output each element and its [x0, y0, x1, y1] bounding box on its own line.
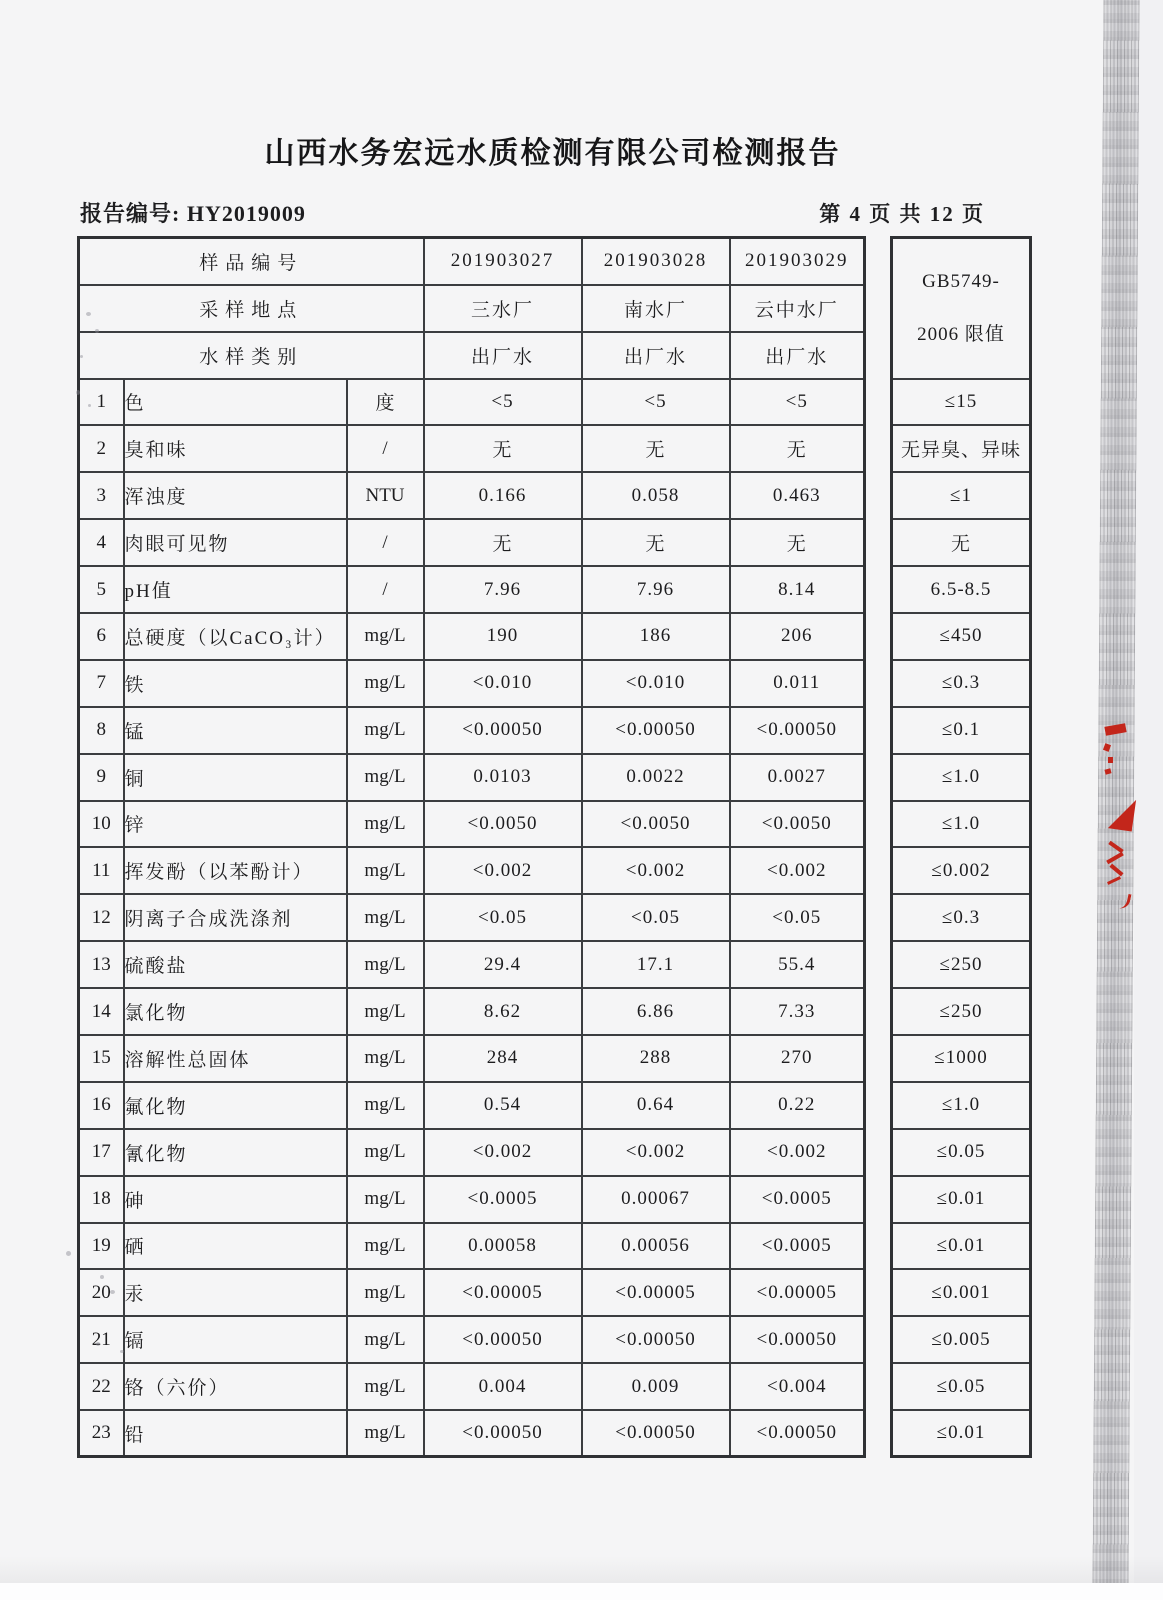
row-number: 20	[79, 1269, 124, 1316]
limit-row	[892, 425, 1031, 472]
limit-value: ≤0.1	[892, 707, 1031, 754]
result-value: <0.010	[424, 660, 582, 707]
scan-bottom-shadow	[0, 1556, 1163, 1583]
limit-row	[892, 1035, 1031, 1082]
parameter-name: 溶解性总固体	[124, 1035, 347, 1082]
result-value: <0.00050	[730, 1410, 865, 1457]
table-row	[79, 660, 865, 707]
parameter-name: 浑浊度	[124, 472, 347, 519]
result-value: 288	[582, 1035, 730, 1082]
result-value: 206	[730, 613, 865, 660]
parameter-name: 锰	[124, 707, 347, 754]
row-number: 16	[79, 1082, 124, 1129]
result-value: 190	[424, 613, 582, 660]
result-value: 0.0027	[730, 754, 865, 801]
table-row	[79, 1129, 865, 1176]
limit-row	[892, 1316, 1031, 1363]
result-value: <0.00050	[424, 707, 582, 754]
paper-speck	[96, 1342, 100, 1346]
parameter-unit: NTU	[347, 472, 424, 519]
parameter-unit: mg/L	[347, 707, 424, 754]
limit-value: ≤0.001	[892, 1269, 1031, 1316]
row-number: 14	[79, 988, 124, 1035]
limit-value: 无异臭、异味	[892, 425, 1031, 472]
limits-standard-line1: GB5749-	[922, 270, 1000, 292]
result-value: 无	[424, 425, 582, 472]
row-number: 17	[79, 1129, 124, 1176]
limit-value: ≤1000	[892, 1035, 1031, 1082]
sampling-site-1: 三水厂	[424, 285, 582, 332]
scan-page-edge-band	[1092, 0, 1139, 1585]
limit-value: ≤0.01	[892, 1410, 1031, 1457]
parameter-unit: 度	[347, 379, 424, 426]
table-row	[79, 707, 865, 754]
page-indicator: 第 4 页 共 12 页	[819, 202, 985, 226]
header-row-sample-id	[79, 238, 865, 285]
parameter-name: 氯化物	[124, 988, 347, 1035]
row-number: 12	[79, 894, 124, 941]
limit-value: ≤250	[892, 941, 1031, 988]
result-value: 无	[424, 519, 582, 566]
result-value: 8.62	[424, 988, 582, 1035]
sampling-site-3: 云中水厂	[730, 285, 865, 332]
result-value: 0.058	[582, 472, 730, 519]
parameter-name: 阴离子合成洗涤剂	[124, 894, 347, 941]
limit-value: ≤1	[892, 472, 1031, 519]
limit-value: 6.5-8.5	[892, 566, 1031, 613]
limit-row	[892, 1082, 1031, 1129]
limit-value: ≤0.01	[892, 1223, 1031, 1270]
limit-value: ≤1.0	[892, 754, 1031, 801]
table-row	[79, 1316, 865, 1363]
table-row	[79, 941, 865, 988]
limits-standard-label	[892, 238, 1031, 379]
row-number: 15	[79, 1035, 124, 1082]
result-value: 0.009	[582, 1363, 730, 1410]
result-value: 0.0103	[424, 754, 582, 801]
result-value: 0.004	[424, 1363, 582, 1410]
sample-id-2: 201903028	[582, 238, 730, 285]
row-number: 4	[79, 519, 124, 566]
parameter-unit: mg/L	[347, 1035, 424, 1082]
limit-row	[892, 847, 1031, 894]
parameter-unit: mg/L	[347, 1082, 424, 1129]
row-number: 3	[79, 472, 124, 519]
limit-value: ≤15	[892, 379, 1031, 426]
sample-type-label: 水样类别	[79, 332, 424, 379]
table-row	[79, 519, 865, 566]
parameter-unit: mg/L	[347, 801, 424, 848]
limit-value: ≤250	[892, 988, 1031, 1035]
table-row	[79, 1269, 865, 1316]
result-value: 7.96	[582, 566, 730, 613]
limit-row	[892, 472, 1031, 519]
row-number: 2	[79, 425, 124, 472]
row-number: 22	[79, 1363, 124, 1410]
result-value: <0.00005	[730, 1269, 865, 1316]
row-number: 23	[79, 1410, 124, 1457]
results-table	[77, 236, 866, 1458]
row-number: 8	[79, 707, 124, 754]
table-row	[79, 801, 865, 848]
limit-row	[892, 1363, 1031, 1410]
parameter-name: 铬（六价）	[124, 1363, 347, 1410]
limit-row	[892, 660, 1031, 707]
result-value: 0.0022	[582, 754, 730, 801]
result-value: <0.00050	[582, 707, 730, 754]
result-value: 0.00056	[582, 1223, 730, 1270]
paper-speck	[100, 1275, 104, 1279]
row-number: 11	[79, 847, 124, 894]
row-number: 10	[79, 801, 124, 848]
parameter-name: 氟化物	[124, 1082, 347, 1129]
limit-value: ≤0.002	[892, 847, 1031, 894]
parameter-unit: mg/L	[347, 754, 424, 801]
limit-value: ≤0.05	[892, 1363, 1031, 1410]
result-value: <0.00050	[424, 1316, 582, 1363]
parameter-unit: /	[347, 425, 424, 472]
result-value: 55.4	[730, 941, 865, 988]
parameter-name: 铜	[124, 754, 347, 801]
limit-row	[892, 801, 1031, 848]
row-number: 21	[79, 1316, 124, 1363]
result-value: <0.0050	[424, 801, 582, 848]
parameter-unit: /	[347, 566, 424, 613]
result-value: 0.166	[424, 472, 582, 519]
result-value: <0.05	[424, 894, 582, 941]
result-value: <0.00050	[730, 1316, 865, 1363]
result-value: 186	[582, 613, 730, 660]
parameter-unit: mg/L	[347, 988, 424, 1035]
result-value: <0.002	[424, 847, 582, 894]
result-value: <0.05	[582, 894, 730, 941]
limit-value: ≤0.3	[892, 894, 1031, 941]
result-value: <5	[582, 379, 730, 426]
parameter-unit: mg/L	[347, 847, 424, 894]
parameter-name: 硒	[124, 1223, 347, 1270]
limit-row	[892, 754, 1031, 801]
result-value: 无	[582, 519, 730, 566]
parameter-unit: mg/L	[347, 1316, 424, 1363]
sample-type-1: 出厂水	[424, 332, 582, 379]
result-value: 0.00058	[424, 1223, 582, 1270]
paper-speck	[88, 404, 91, 407]
parameter-name: 镉	[124, 1316, 347, 1363]
result-value: <0.0005	[730, 1223, 865, 1270]
parameter-unit: mg/L	[347, 660, 424, 707]
result-value: 6.86	[582, 988, 730, 1035]
paper-speck	[80, 355, 83, 358]
parameter-unit: mg/L	[347, 1129, 424, 1176]
paper-speck	[120, 1350, 124, 1353]
result-value: <0.0050	[582, 801, 730, 848]
scan-right-margin	[1134, 0, 1163, 1585]
parameter-name: 汞	[124, 1269, 347, 1316]
parameter-unit: mg/L	[347, 894, 424, 941]
parameter-unit: mg/L	[347, 613, 424, 660]
limit-value: ≤450	[892, 613, 1031, 660]
header-row-sample-type	[79, 332, 865, 379]
parameter-name: 挥发酚（以苯酚计）	[124, 847, 347, 894]
result-value: <0.05	[730, 894, 865, 941]
result-value: <5	[730, 379, 865, 426]
result-value: <0.002	[730, 847, 865, 894]
limit-row	[892, 894, 1031, 941]
result-value: 270	[730, 1035, 865, 1082]
row-number: 19	[79, 1223, 124, 1270]
stamp-fragment	[1108, 757, 1113, 763]
report-meta	[80, 196, 985, 228]
limit-value: ≤0.01	[892, 1176, 1031, 1223]
scan-bottom-strip	[0, 1583, 1163, 1600]
parameter-name: pH值	[124, 566, 347, 613]
table-row	[79, 754, 865, 801]
row-number: 6	[79, 613, 124, 660]
result-value: 284	[424, 1035, 582, 1082]
limits-standard-line2: 2006 限值	[917, 323, 1005, 345]
sampling-site-2: 南水厂	[582, 285, 730, 332]
result-value: <0.00005	[582, 1269, 730, 1316]
limit-row	[892, 1129, 1031, 1176]
result-value: <0.00050	[582, 1316, 730, 1363]
result-value: <0.0005	[424, 1176, 582, 1223]
limit-value: ≤0.05	[892, 1129, 1031, 1176]
result-value: <0.002	[582, 847, 730, 894]
result-value: 无	[582, 425, 730, 472]
limit-row	[892, 1223, 1031, 1270]
limits-table-header	[892, 238, 1031, 379]
limit-row	[892, 613, 1031, 660]
result-value: <0.0005	[730, 1176, 865, 1223]
table-row	[79, 894, 865, 941]
table-row	[79, 379, 865, 426]
paper-speck	[110, 1290, 115, 1294]
sample-id-label: 样品编号	[79, 238, 424, 285]
limit-row	[892, 988, 1031, 1035]
result-value: 0.22	[730, 1082, 865, 1129]
result-value: <0.002	[730, 1129, 865, 1176]
header-row-sampling-site	[79, 285, 865, 332]
result-value: 7.96	[424, 566, 582, 613]
parameter-name: 氰化物	[124, 1129, 347, 1176]
row-number: 5	[79, 566, 124, 613]
limit-row	[892, 707, 1031, 754]
result-value: 0.011	[730, 660, 865, 707]
limit-value: 无	[892, 519, 1031, 566]
table-row	[79, 988, 865, 1035]
parameter-name: 锌	[124, 801, 347, 848]
limit-value: ≤1.0	[892, 1082, 1031, 1129]
limit-row	[892, 519, 1031, 566]
parameter-unit: mg/L	[347, 1223, 424, 1270]
limit-row	[892, 1410, 1031, 1457]
row-number: 13	[79, 941, 124, 988]
table-row	[79, 613, 865, 660]
result-value: 29.4	[424, 941, 582, 988]
sampling-site-label: 采样地点	[79, 285, 424, 332]
table-row	[79, 1035, 865, 1082]
parameter-name: 臭和味	[124, 425, 347, 472]
table-row	[79, 1082, 865, 1129]
parameter-name: 砷	[124, 1176, 347, 1223]
paper-speck	[95, 329, 99, 333]
result-value: <0.00050	[424, 1410, 582, 1457]
parameter-unit: mg/L	[347, 1410, 424, 1457]
limit-row	[892, 1269, 1031, 1316]
limit-row	[892, 941, 1031, 988]
limits-header-row	[892, 238, 1031, 379]
limit-row	[892, 1176, 1031, 1223]
paper-speck	[86, 312, 91, 316]
parameter-name: 肉眼可见物	[124, 519, 347, 566]
parameter-name: 硫酸盐	[124, 941, 347, 988]
parameter-unit: /	[347, 519, 424, 566]
result-value: 0.64	[582, 1082, 730, 1129]
report-number: 报告编号: HY2019009	[80, 201, 306, 226]
paper-speck	[76, 390, 80, 395]
parameter-unit: mg/L	[347, 1363, 424, 1410]
limits-table	[890, 236, 1032, 1458]
table-row	[79, 847, 865, 894]
result-value: 0.463	[730, 472, 865, 519]
results-area	[77, 236, 1032, 1458]
limit-row	[892, 566, 1031, 613]
sample-type-3: 出厂水	[730, 332, 865, 379]
page-title: 山西水务宏远水质检测有限公司检测报告	[264, 137, 841, 170]
result-value: <0.00005	[424, 1269, 582, 1316]
limit-value: ≤0.005	[892, 1316, 1031, 1363]
limit-row	[892, 379, 1031, 426]
result-value: <0.00050	[582, 1410, 730, 1457]
result-value: <0.0050	[730, 801, 865, 848]
table-row	[79, 566, 865, 613]
parameter-unit: mg/L	[347, 1176, 424, 1223]
results-table-header	[79, 238, 865, 379]
row-number: 9	[79, 754, 124, 801]
paper-speck	[66, 1251, 71, 1256]
table-row	[79, 472, 865, 519]
limits-table-body	[892, 379, 1031, 1457]
sample-id-3: 201903029	[730, 238, 865, 285]
results-table-body	[79, 379, 865, 1457]
stamp-fragment	[1108, 796, 1136, 831]
limit-value: ≤1.0	[892, 801, 1031, 848]
table-row	[79, 1223, 865, 1270]
result-value: <0.004	[730, 1363, 865, 1410]
parameter-unit: mg/L	[347, 1269, 424, 1316]
table-row	[79, 1410, 865, 1457]
sample-id-1: 201903027	[424, 238, 582, 285]
result-value: 无	[730, 519, 865, 566]
result-value: <0.010	[582, 660, 730, 707]
table-row	[79, 1363, 865, 1410]
parameter-unit: mg/L	[347, 941, 424, 988]
limit-value: ≤0.3	[892, 660, 1031, 707]
parameter-name: 铁	[124, 660, 347, 707]
result-value: <0.002	[582, 1129, 730, 1176]
parameter-name: 色	[124, 379, 347, 426]
result-value: 0.00067	[582, 1176, 730, 1223]
result-value: 无	[730, 425, 865, 472]
result-value: 7.33	[730, 988, 865, 1035]
row-number: 1	[79, 379, 124, 426]
row-number: 7	[79, 660, 124, 707]
table-row	[79, 1176, 865, 1223]
row-number: 18	[79, 1176, 124, 1223]
parameter-name: 铅	[124, 1410, 347, 1457]
result-value: 17.1	[582, 941, 730, 988]
table-row	[79, 425, 865, 472]
result-value: <5	[424, 379, 582, 426]
sample-type-2: 出厂水	[582, 332, 730, 379]
result-value: 0.54	[424, 1082, 582, 1129]
parameter-name: 总硬度（以CaCO₃计）	[124, 613, 347, 660]
result-value: <0.002	[424, 1129, 582, 1176]
result-value: 8.14	[730, 566, 865, 613]
result-value: <0.00050	[730, 707, 865, 754]
